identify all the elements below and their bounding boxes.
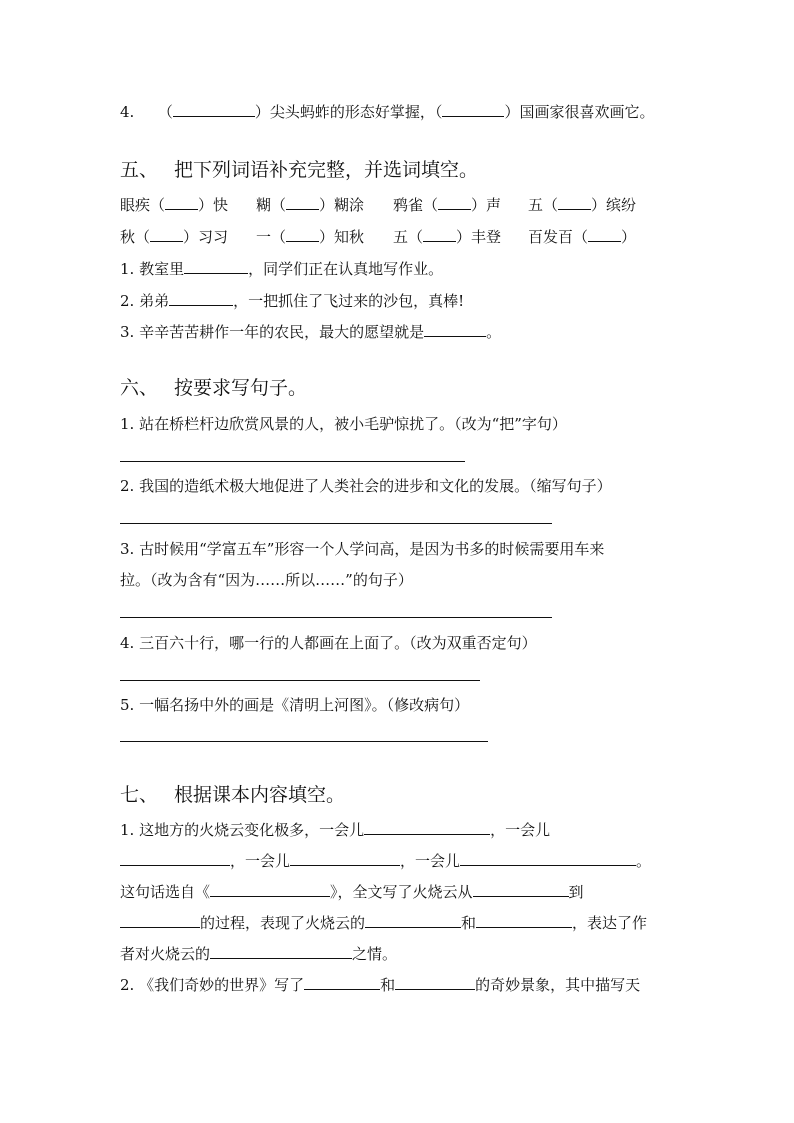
- section-7-line-2: ，一会儿 ，一会儿 。: [120, 851, 651, 871]
- blank-field[interactable]: [424, 322, 486, 337]
- blank-field[interactable]: [365, 913, 461, 928]
- section-7-heading: [120, 783, 345, 807]
- answer-line[interactable]: [120, 617, 552, 618]
- idiom-item: 一（ ）知秋: [256, 228, 365, 246]
- blank-field[interactable]: [184, 259, 248, 274]
- section-5-q1: 1. 教室里 ，同学们正在认真地写作业。: [120, 260, 444, 278]
- question-number: 4.: [120, 103, 135, 121]
- idiom-item: 五（ ）丰登: [393, 228, 502, 246]
- section-5-q3: 3. 辛辛苦苦耕作一年的农民，最大的愿望就是 。: [120, 323, 502, 341]
- section-5-heading: [120, 158, 478, 182]
- blank-field[interactable]: [150, 227, 183, 242]
- blank-field[interactable]: [165, 195, 198, 210]
- section-title: 把下列词语补充完整，并选词填空。: [174, 159, 479, 181]
- section-6-q5: 5. 一幅名扬中外的画是《清明上河图》。（修改病句）: [120, 696, 470, 714]
- answer-line[interactable]: [120, 461, 465, 462]
- blank-field[interactable]: [473, 882, 569, 897]
- answer-line[interactable]: [120, 523, 552, 524]
- section-5-q2: 2. 弟弟 ，一把抓住了飞过来的沙包，真棒!: [120, 292, 465, 310]
- bracket-open: （: [434, 103, 443, 121]
- section-7-line-3: 这句话选自《 》，全文写了火烧云从 到: [120, 883, 584, 901]
- question-4-line: [120, 102, 654, 122]
- question-text: 尖头蚂蚱的形态好掌握，: [269, 103, 435, 121]
- blank-field[interactable]: [286, 227, 319, 242]
- idiom-item: 鸦雀（ ）声: [393, 196, 502, 214]
- blank-field[interactable]: [169, 291, 233, 306]
- blank-field[interactable]: [558, 195, 591, 210]
- idiom-item: 五（ ）缤纷: [528, 196, 637, 214]
- blank-field[interactable]: [588, 227, 621, 242]
- bracket-open: （: [157, 103, 173, 121]
- blank-field[interactable]: [304, 975, 380, 990]
- idiom-item: 眼疾（ ）快: [120, 196, 229, 214]
- section-6-q4: 4. 三百六十行，哪一行的人都画在上面了。（改为双重否定句）: [120, 634, 537, 652]
- bracket-close: ）: [504, 103, 520, 121]
- idiom-row-2: [120, 227, 636, 247]
- blank-field[interactable]: [120, 851, 230, 866]
- idiom-item: 百发百（ ）: [528, 228, 637, 246]
- section-7-line-4: 的过程，表现了火烧云的 和 ，表达了作: [120, 913, 647, 933]
- blank-field[interactable]: [476, 913, 572, 928]
- blank-field[interactable]: [395, 975, 475, 990]
- section-7-line-5: 者对火烧云的 之情。: [120, 945, 398, 963]
- section-number: 五、: [120, 159, 159, 181]
- question-text: 国画家很喜欢画它。: [519, 103, 655, 121]
- section-6-heading: [120, 376, 307, 400]
- blank-field[interactable]: [460, 851, 636, 866]
- idiom-item: 秋（ ）习习: [120, 228, 229, 246]
- section-number: 六、: [120, 377, 159, 399]
- blank-field[interactable]: [286, 195, 319, 210]
- idiom-item: 糊（ ）糊涂: [256, 196, 365, 214]
- idiom-row-1: [120, 195, 636, 215]
- section-7-line-1: 1. 这地方的火烧云变化极多，一会儿 ，一会儿: [120, 821, 551, 839]
- answer-line[interactable]: [120, 680, 480, 681]
- section-6-q3-line1: 3. 古时候用“学富五车”形容一个人学问高，是因为书多的时候需要用车来: [120, 540, 605, 558]
- blank-field[interactable]: [364, 820, 490, 835]
- blank-field[interactable]: [210, 882, 330, 897]
- section-number: 七、: [120, 784, 159, 806]
- blank-field[interactable]: [438, 195, 471, 210]
- answer-line[interactable]: [120, 741, 488, 742]
- blank-field[interactable]: [290, 851, 400, 866]
- blank-field[interactable]: [423, 227, 456, 242]
- bracket-close: ）: [254, 103, 270, 121]
- section-6-q2: 2. 我国的造纸术极大地促进了人类社会的进步和文化的发展。（缩写句子）: [120, 477, 612, 495]
- section-6-q1: 1. 站在桥栏杆边欣赏风景的人，被小毛驴惊扰了。（改为“把”字句）: [120, 415, 567, 433]
- section-7-line-6: 2. 《我们奇妙的世界》写了 和 的奇妙景象，其中描写天: [120, 976, 641, 994]
- section-title: 根据课本内容填空。: [174, 784, 346, 806]
- section-title: 按要求写句子。: [174, 377, 308, 399]
- section-6-q3-line2: 拉。（改为含有“因为……所以……”的句子）: [120, 571, 413, 589]
- blank-field[interactable]: [120, 913, 200, 928]
- blank-field[interactable]: [442, 102, 504, 117]
- blank-field[interactable]: [173, 102, 255, 117]
- blank-field[interactable]: [210, 944, 352, 959]
